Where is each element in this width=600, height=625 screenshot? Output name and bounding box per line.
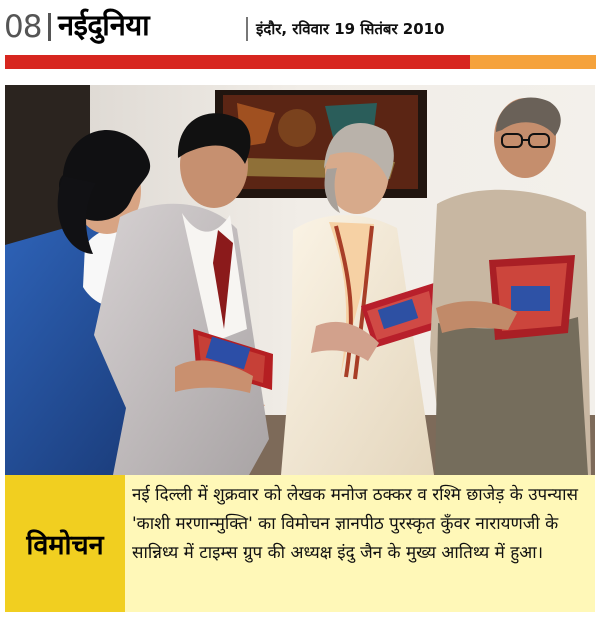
caption-label: विमोचन xyxy=(26,530,104,561)
masthead-divider xyxy=(48,13,51,41)
page-number: 08 xyxy=(4,9,42,45)
caption-label-panel xyxy=(5,475,125,612)
header-red-rule xyxy=(5,55,470,69)
dateline-divider xyxy=(246,17,248,41)
newspaper-header xyxy=(0,0,600,50)
caption-text: नई दिल्ली में शुक्रवार को लेखक मनोज ठक्कर व रश्मि छाजेड़ के उपन्यास 'काशी मरणान्मुक्ति' का विमोचन ज्ञानपीठ पुरस्कृत कुँवर नारायणजी के सान्निध्य में टाइम्स ग्रुप की अध्यक्ष इंदु जैन के मुख्य आतिथ्य में हुआ। xyxy=(132,485,578,563)
dateline: इंदौर, रविवार 19 सितंबर 2010 xyxy=(256,20,445,38)
newspaper-masthead: नईदुनिया xyxy=(58,8,150,42)
book-launch-photo xyxy=(5,85,595,475)
event-photo xyxy=(5,85,595,475)
header-orange-rule xyxy=(470,55,596,69)
